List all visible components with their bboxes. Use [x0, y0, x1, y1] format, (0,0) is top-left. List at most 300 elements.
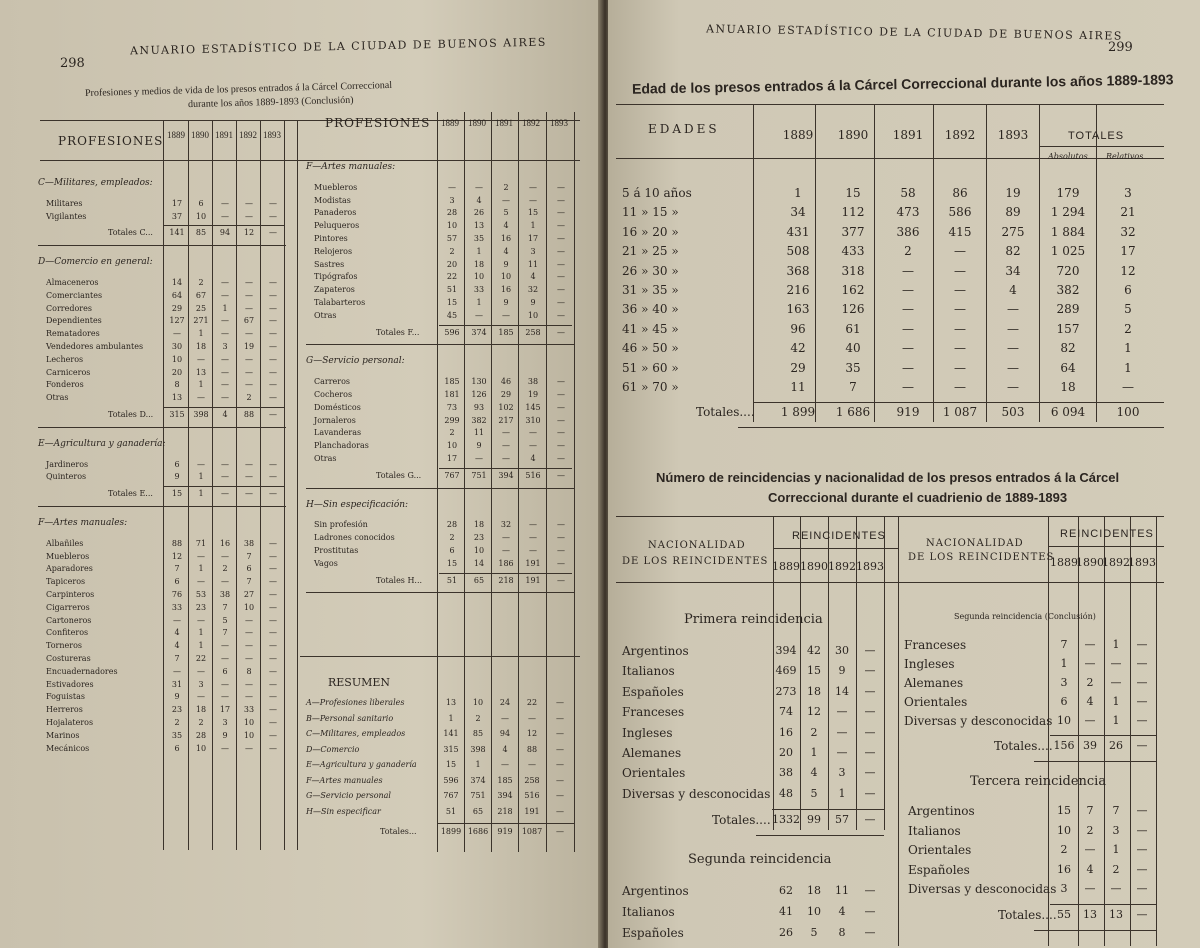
col_a-section-title: E—Agricultura y ganadería:: [38, 438, 166, 449]
col_a-cell: —: [269, 590, 277, 599]
col_a-total-cell: —: [269, 410, 277, 419]
column-rule: [1096, 104, 1097, 422]
col_b-cell: 45: [446, 310, 458, 320]
left-year-head-a: 1893: [263, 130, 281, 140]
resumen-cell: —: [501, 760, 509, 769]
col_a-cell: —: [173, 666, 181, 676]
resumen-cell: 1: [448, 713, 454, 723]
ages-row-label: 26 » 30 »: [622, 263, 679, 278]
col_a-total-cell: 88: [243, 410, 255, 419]
col_a-row-label: Costureras: [46, 654, 91, 663]
col_a-cell: —: [221, 692, 229, 702]
col_a-cell: 17: [171, 198, 183, 208]
col_a-cell: 2: [246, 393, 252, 403]
right-running-header: ANUARIO ESTADÍSTICO DE LA CIUDAD DE BUENOS AIRES: [705, 22, 1123, 43]
col_b-cell: —: [502, 195, 510, 205]
col_b-cell: 3: [530, 246, 536, 256]
col_a-cell: 23: [195, 602, 207, 612]
resumen-cell: 191: [524, 806, 540, 816]
col_a-cell: 127: [169, 316, 185, 326]
segunda_conc-row-label: Orientales: [904, 695, 968, 709]
col_a-cell: —: [221, 393, 229, 403]
col_a-cell: —: [221, 459, 229, 469]
col_a-row-label: Foguistas: [46, 692, 85, 702]
left-year-head-b: 1892: [522, 118, 540, 128]
resumen-cell: —: [556, 806, 564, 816]
column-rule: [574, 112, 575, 852]
col_b-cell: —: [502, 546, 510, 555]
primera-cell: 14: [835, 684, 849, 698]
rule-line: [1048, 546, 1164, 547]
col_b-total-cell: 65: [473, 575, 485, 585]
col_b-cell: 57: [446, 234, 458, 243]
ages-row-label: 51 » 60 »: [622, 360, 679, 375]
ages-cell: 3: [1124, 186, 1132, 200]
col_b-cell: —: [557, 533, 565, 543]
col_a-total-cell: 315: [169, 410, 185, 419]
primera-cell: —: [864, 786, 876, 800]
ages-cell: 382: [1056, 283, 1080, 297]
col_a-cell: 53: [195, 590, 207, 599]
col_a-cell: —: [221, 641, 229, 651]
col_b-cell: 93: [473, 402, 485, 412]
ages-year-head: 1892: [944, 128, 976, 142]
ages-row-label: 36 » 40 »: [622, 302, 679, 317]
col_a-section-title: C—Militares, empleados:: [38, 178, 153, 188]
col_b-row-label: Peluqueros: [314, 221, 360, 231]
column-rule: [898, 516, 899, 946]
ages-cell: 89: [1005, 205, 1021, 220]
reinc-head-b: REINCIDENTES: [1060, 528, 1154, 540]
col_a-cell: —: [221, 329, 229, 339]
column-rule: [212, 120, 213, 850]
primera-cell: 469: [775, 664, 797, 678]
ages-total-cell: 1 686: [835, 405, 871, 420]
col_a-cell: 14: [171, 278, 183, 287]
primera-row-label: Italianos: [622, 664, 675, 679]
col_b-total-cell: 767: [444, 470, 460, 480]
primera-cell: —: [864, 664, 876, 678]
col_b-cell: 22: [446, 272, 458, 282]
resumen-cell: 767: [443, 791, 459, 800]
col_b-cell: 15: [446, 298, 458, 307]
col_b-cell: —: [529, 428, 537, 438]
tercera-cell: —: [1084, 843, 1096, 857]
col_a-cell: 7: [174, 564, 180, 574]
col_a-cell: 13: [195, 367, 207, 377]
col_a-cell: 3: [222, 342, 228, 351]
primera-cell: 48: [779, 786, 793, 800]
resumen-cell: 51: [445, 806, 457, 816]
col_a-cell: 13: [171, 393, 183, 403]
col_a-cell: —: [221, 577, 229, 587]
primera-cell: —: [864, 746, 876, 759]
primera-cell: —: [864, 644, 876, 657]
col_a-cell: —: [197, 666, 205, 676]
primera-cell: 3: [838, 766, 846, 780]
col_b-cell: —: [557, 377, 565, 387]
tercera-cell: 2: [1060, 843, 1068, 857]
ages-cell: 21: [1120, 205, 1136, 220]
col_b-cell: —: [557, 298, 565, 307]
col_b-cell: —: [557, 310, 565, 320]
resumen-cell: 258: [524, 775, 540, 785]
col_a-cell: 33: [171, 602, 183, 612]
col_b-cell: —: [529, 441, 537, 451]
col_b-section-title: G—Servicio personal:: [306, 356, 405, 367]
resumen-cell: —: [556, 744, 564, 754]
col_a-total-cell: 398: [193, 410, 209, 419]
col_b-row-label: Pintores: [314, 234, 348, 243]
ages-row-label: 16 » 20 »: [622, 224, 679, 239]
resumen-cell: 315: [443, 744, 459, 754]
col_b-cell: —: [557, 558, 565, 568]
col_b-cell: 35: [473, 234, 485, 243]
col_a-cell: 38: [219, 590, 231, 599]
col_b-total-cell: 751: [471, 470, 487, 480]
primera-total-cell: 57: [835, 813, 849, 827]
tercera-cell: 7: [1086, 804, 1094, 817]
column-rule: [753, 104, 754, 422]
col_a-row-label: Tapiceros: [46, 577, 86, 587]
col_a-row-label: Lecheros: [46, 354, 84, 364]
col_a-cell: 7: [222, 628, 228, 638]
resumen-cell: 10: [472, 698, 484, 707]
left-table-title-1: Profesiones y medios de vida de los presos entrados á la Cárcel Correccional: [84, 79, 393, 100]
col_a-cell: —: [221, 316, 229, 326]
tercera-cell: —: [1136, 823, 1148, 837]
col_a-cell: 20: [171, 367, 183, 377]
resumen-cell: 4: [502, 744, 508, 754]
col_a-cell: 6: [198, 198, 204, 208]
tercera-cell: —: [1136, 843, 1148, 857]
resumen-cell: 516: [524, 791, 540, 800]
ages-total-cell: 100: [1116, 405, 1140, 420]
col_a-total-cell: 12: [243, 228, 255, 238]
col_a-cell: 1: [198, 641, 204, 651]
resumen-title: RESUMEN: [328, 676, 391, 689]
primera-total-label: Totales....: [712, 813, 771, 828]
ages-year-head: 1891: [892, 128, 924, 142]
primera-row-label: Alemanes: [622, 746, 682, 760]
col_a-cell: 8: [246, 666, 252, 676]
segunda_conc-cell: —: [1136, 695, 1148, 708]
tercera-cell: —: [1136, 862, 1148, 876]
col_b-row-label: Relojeros: [314, 246, 353, 256]
col_a-row-label: Confiteros: [46, 628, 89, 638]
col_b-cell: 10: [473, 272, 485, 282]
col_b-cell: —: [557, 546, 565, 555]
col_a-cell: —: [269, 730, 277, 740]
rule-line: [753, 402, 1164, 403]
col_b-cell: 1: [476, 298, 482, 307]
ages-cell: 415: [948, 224, 972, 239]
segunda_conc-total-cell: 156: [1053, 739, 1075, 752]
col_b-cell: 38: [527, 377, 539, 387]
ages-cell: 7: [849, 380, 857, 394]
segunda_conc-cell: —: [1084, 638, 1096, 651]
col_b-row-label: Sin profesión: [314, 520, 368, 530]
col_b-cell: —: [448, 182, 456, 192]
resumen-cell: —: [556, 775, 564, 785]
col_a-cell: —: [269, 641, 277, 651]
col_a-cell: —: [221, 654, 229, 663]
col_a-cell: 4: [174, 641, 180, 651]
col_a-row-label: Marinos: [46, 730, 80, 740]
col_b-row-label: Tipógrafos: [314, 272, 358, 282]
col_a-cell: —: [269, 278, 277, 287]
rule-line: [164, 225, 284, 226]
col_b-cell: 130: [471, 377, 487, 387]
ages-cell: —: [902, 263, 914, 278]
col_a-row-label: Muebleros: [46, 551, 90, 561]
col_b-cell: 32: [527, 285, 539, 295]
segunda-cell: —: [864, 905, 876, 918]
col_a-cell: 1: [222, 303, 228, 313]
rule-line: [306, 488, 574, 489]
col_b-cell: 9: [503, 298, 509, 307]
segunda_conc-title: Segunda reincidencia (Conclusión): [954, 612, 1096, 621]
col_a-cell: 23: [171, 705, 183, 715]
primera-cell: 38: [779, 766, 793, 780]
tercera-cell: —: [1084, 882, 1096, 896]
col_b-cell: 4: [530, 272, 536, 282]
segunda_conc-cell: —: [1084, 657, 1096, 670]
ages-cell: 96: [790, 321, 806, 336]
rule-line: [738, 427, 1164, 428]
col_a-cell: 1: [198, 564, 204, 574]
col_b-total-cell: 218: [498, 575, 514, 585]
col_a-cell: 10: [171, 354, 183, 364]
col_a-cell: —: [221, 278, 229, 287]
col_b-cell: 16: [500, 285, 512, 295]
primera-total-cell: 99: [807, 813, 821, 827]
col_a-row-label: Estivadores: [46, 679, 94, 689]
col_a-row-label: Dependientes: [46, 316, 102, 326]
col_a-cell: —: [245, 278, 253, 287]
col_a-cell: 7: [246, 551, 252, 561]
ages-cell: 40: [845, 341, 861, 356]
primera-row-label: Ingleses: [622, 725, 673, 740]
col_b-cell: 2: [449, 533, 455, 543]
segunda_conc-total-cell: 39: [1083, 739, 1097, 752]
col_a-row-label: Almaceneros: [46, 278, 99, 287]
resumen-cell: —: [556, 698, 564, 707]
ages-cell: 386: [896, 224, 920, 239]
rule-line: [438, 823, 574, 824]
col_b-cell: 26: [473, 208, 485, 218]
segunda-row-label: Italianos: [622, 905, 675, 919]
col_b-row-label: Vagos: [314, 558, 338, 568]
col_b-cell: —: [557, 454, 565, 463]
ages-row-label: 31 » 35 »: [622, 283, 679, 297]
col_a-cell: 38: [243, 538, 255, 548]
col_a-cell: 2: [174, 718, 180, 727]
col_b-row-label: Zapateros: [314, 285, 355, 295]
segunda_conc-total-cell: —: [1136, 739, 1148, 752]
tercera-total-cell: 13: [1083, 908, 1097, 921]
tercera-cell: 7: [1112, 804, 1120, 817]
segunda-cell: 4: [838, 905, 846, 918]
rule-line: [164, 486, 284, 487]
primera-cell: —: [864, 684, 876, 698]
col_b-cell: 10: [473, 546, 485, 555]
col_b-cell: —: [557, 428, 565, 438]
segunda_conc-cell: —: [1136, 676, 1148, 689]
col_a-total-label: Totales C...: [108, 228, 153, 238]
ages-cell: 29: [790, 360, 806, 375]
segunda-cell: 18: [807, 884, 821, 897]
col_a-row-label: Herreros: [46, 705, 83, 715]
rule-line: [38, 245, 286, 246]
col_b-cell: 33: [473, 285, 485, 295]
col_a-cell: 3: [198, 679, 204, 689]
resumen-cell: —: [528, 760, 536, 769]
col_a-cell: 3: [222, 718, 228, 727]
col_b-cell: 6: [449, 546, 455, 555]
col_b-cell: 10: [527, 310, 539, 320]
col_b-cell: —: [529, 182, 537, 192]
col_a-cell: —: [245, 367, 253, 377]
ages-cell: 318: [841, 263, 865, 278]
left-col-head-b: PROFESIONES: [325, 116, 431, 130]
column-rule: [260, 120, 261, 850]
col_a-cell: —: [245, 459, 253, 469]
col_a-cell: —: [245, 472, 253, 482]
col_a-cell: 35: [171, 730, 183, 740]
resumen-cell: 596: [443, 775, 459, 785]
segunda-cell: 62: [779, 884, 793, 897]
col_b-cell: —: [557, 259, 565, 269]
col_a-cell: —: [269, 393, 277, 403]
ages-cell: 2: [904, 244, 912, 259]
col_a-cell: —: [173, 329, 181, 339]
ages-cell: —: [902, 283, 914, 297]
col_a-cell: —: [269, 538, 277, 548]
primera-cell: 30: [835, 644, 849, 657]
primera-cell: —: [864, 705, 876, 719]
rule-line: [38, 427, 286, 428]
ages-cell: —: [902, 360, 914, 375]
ages-cell: 64: [1060, 360, 1076, 375]
ages-cell: —: [902, 302, 914, 317]
segunda-cell: 10: [807, 905, 821, 918]
tercera-cell: 15: [1057, 804, 1071, 817]
segunda_conc-cell: —: [1136, 714, 1148, 727]
col_a-cell: —: [245, 615, 253, 625]
col_a-cell: —: [197, 393, 205, 403]
col_a-cell: 1: [198, 329, 204, 339]
column-rule: [188, 120, 189, 850]
col_b-total-cell: 516: [525, 470, 541, 480]
col_a-cell: —: [221, 367, 229, 377]
resumen-row-label: C—Militares, empleados: [306, 729, 406, 738]
col_a-row-label: Albañiles: [46, 538, 84, 548]
col_a-cell: 271: [193, 316, 209, 326]
col_b-cell: 145: [525, 402, 541, 412]
col_a-cell: —: [245, 628, 253, 638]
rule-line: [616, 104, 1164, 105]
col_a-cell: 10: [195, 743, 207, 753]
resumen-cell: 12: [526, 729, 538, 738]
col_b-cell: 4: [476, 195, 482, 205]
primera-cell: 9: [838, 664, 846, 678]
col_b-total-cell: 374: [471, 327, 487, 337]
col_b-cell: 17: [527, 234, 539, 243]
col_b-cell: 18: [473, 259, 485, 269]
col_a-total-cell: 141: [169, 228, 185, 238]
rule-line: [773, 548, 898, 549]
segunda-title: Segunda reincidencia: [688, 852, 832, 867]
col_a-section-title: D—Comercio en general:: [38, 257, 153, 268]
col_a-cell: 6: [222, 666, 228, 676]
segunda_conc-total-cell: 26: [1109, 739, 1123, 752]
col_b-cell: 4: [503, 221, 509, 231]
tercera-total-label: Totales....: [998, 908, 1057, 922]
ages-year-head: 1893: [997, 128, 1029, 142]
col_a-cell: 2: [198, 278, 204, 287]
primera-cell: 1: [810, 746, 818, 759]
ages-cell: 112: [841, 205, 865, 220]
col_a-cell: 12: [171, 551, 183, 561]
ages-cell: 5: [1124, 302, 1132, 317]
col_b-cell: 299: [444, 415, 460, 425]
col_b-row-label: Panaderos: [314, 208, 357, 218]
col_a-total-cell: 1: [198, 489, 204, 499]
resumen-cell: 141: [443, 729, 459, 738]
col_a-cell: —: [269, 303, 277, 313]
ages-cell: 289: [1056, 302, 1080, 317]
segunda_conc-cell: —: [1136, 657, 1148, 670]
left-year-head-a: 1892: [239, 130, 257, 140]
ages-cell: —: [954, 321, 966, 336]
reinc-title-1: Número de reincidencias y nacionalidad de los presos entrados á la Cárcel: [656, 470, 1120, 485]
col_a-total-cell: 15: [171, 489, 183, 499]
col_a-cell: —: [269, 472, 277, 482]
col_a-cell: 67: [243, 316, 255, 326]
col_b-cell: —: [475, 454, 483, 463]
col_b-cell: 11: [527, 259, 539, 269]
rule-line: [439, 468, 572, 469]
ages-cell: —: [902, 321, 914, 336]
col_a-cell: —: [269, 692, 277, 702]
col_b-cell: —: [557, 415, 565, 425]
col_a-cell: 17: [219, 705, 231, 715]
col_a-cell: 9: [222, 730, 228, 740]
resumen-total-cell: 1899: [440, 827, 462, 836]
primera-cell: 2: [810, 725, 818, 739]
ages-cell: —: [1007, 302, 1019, 317]
primera-cell: 18: [807, 684, 821, 698]
resumen-cell: 394: [497, 791, 513, 800]
col_b-row-label: Modistas: [314, 195, 351, 205]
resumen-total-cell: 1686: [467, 827, 489, 836]
col_a-cell: —: [173, 615, 181, 625]
col_a-cell: 9: [174, 692, 180, 702]
col_b-row-label: Domésticos: [314, 402, 361, 412]
tercera-cell: 3: [1060, 882, 1068, 896]
col_b-total-cell: 51: [446, 575, 458, 585]
segunda-cell: 8: [838, 926, 846, 939]
tercera-cell: 16: [1057, 862, 1071, 876]
ages-cell: 126: [841, 302, 865, 317]
col_a-cell: 31: [171, 679, 183, 689]
col_a-cell: 6: [246, 564, 252, 574]
resumen-cell: —: [556, 713, 564, 723]
col_a-cell: 76: [171, 590, 183, 599]
col_b-cell: 102: [498, 402, 514, 412]
rule-line: [772, 809, 884, 810]
